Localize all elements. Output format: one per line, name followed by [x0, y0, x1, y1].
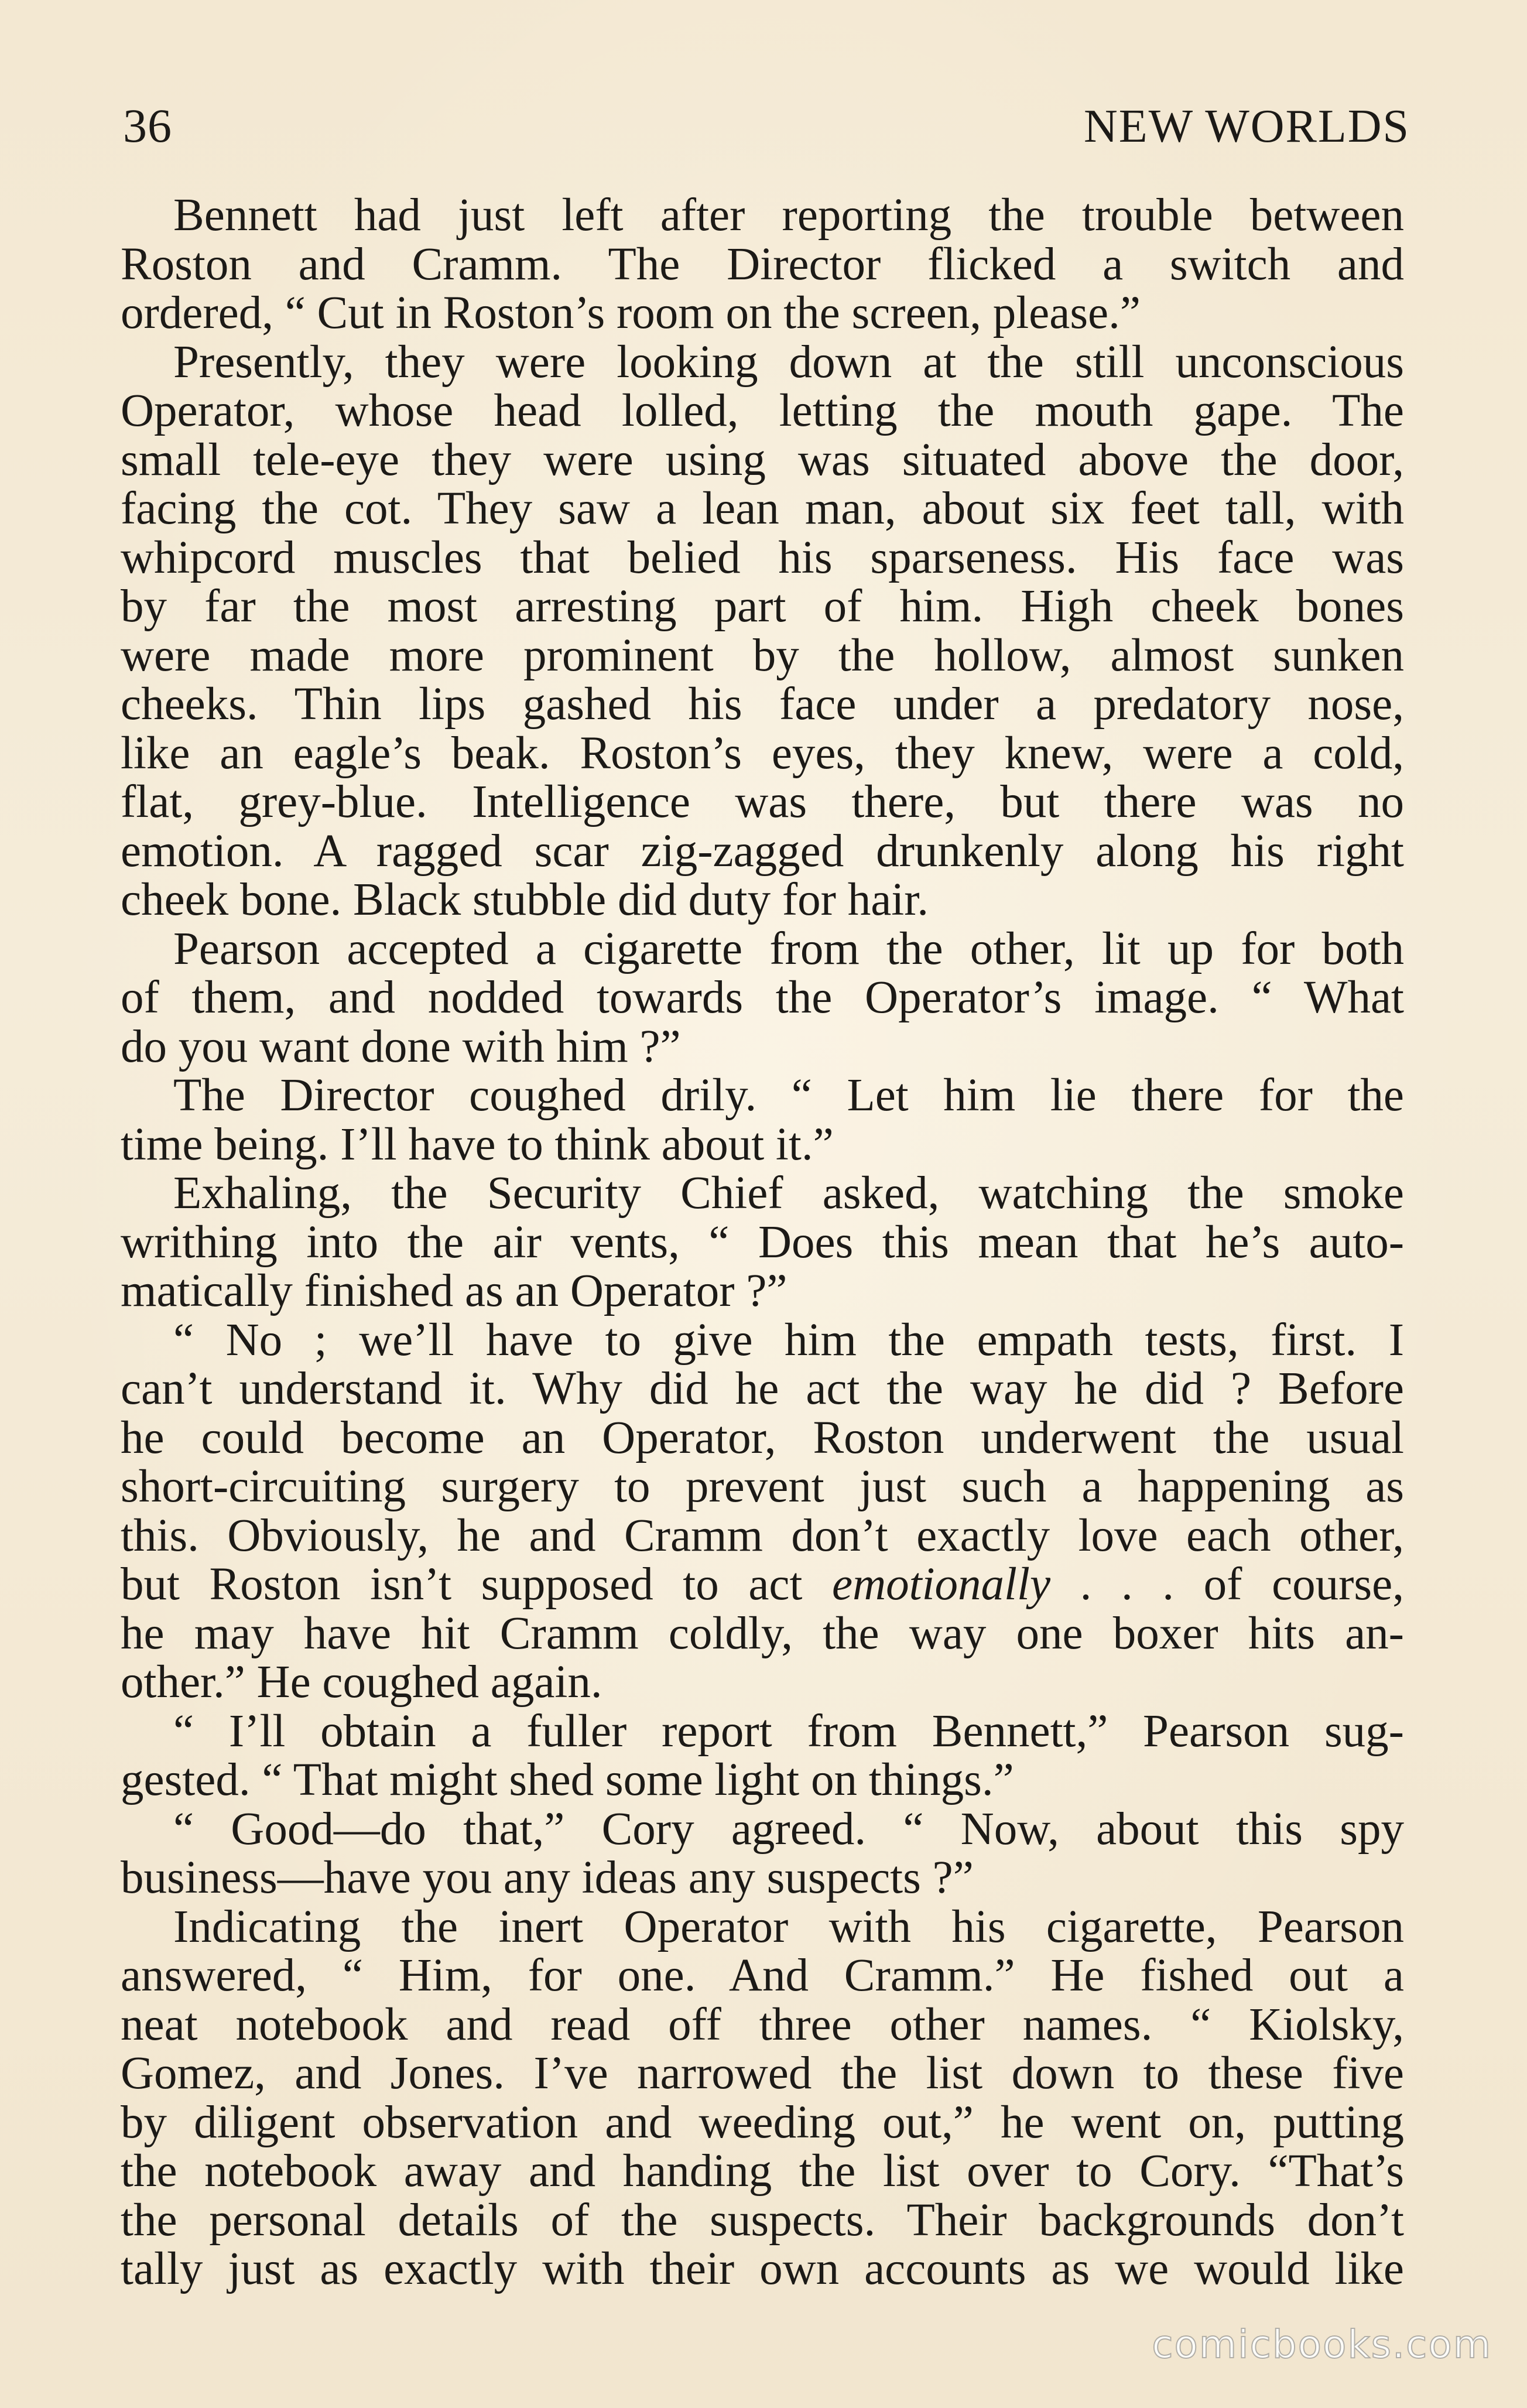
page-number: 36	[123, 99, 172, 152]
text-line: of them, and nodded towards the Operator’s image. “ What	[121, 972, 1404, 1023]
text-line: gested. “ That might shed some light on things.”	[121, 1754, 1014, 1805]
body-text	[121, 191, 1404, 2294]
text-line: answered, “ Him, for one. And Cramm.” He fished out a	[121, 1950, 1404, 2001]
text-line: Presently, they were looking down at the still unconscious	[173, 336, 1404, 388]
text-line: Bennett had just left after reporting the trouble between	[173, 190, 1404, 241]
watermark: comicbooks.com	[1152, 2322, 1492, 2367]
text-line: this. Obviously, he and Cramm don’t exactly love each other,	[121, 1510, 1404, 1561]
text-line: matically finished as an Operator ?”	[121, 1265, 788, 1316]
text-line: but Roston isn’t supposed to act emotionally . . . of course,	[121, 1559, 1404, 1610]
text-line: the notebook away and handing the list over to Cory. “That’s	[121, 2146, 1404, 2197]
text-line: ordered, “ Cut in Roston’s room on the screen, please.”	[121, 288, 1141, 338]
text-line: other.” He coughed again.	[121, 1657, 602, 1708]
text-line: the personal details of the suspects. Their backgrounds don’t	[121, 2194, 1404, 2246]
text-line: can’t understand it. Why did he act the way he did ? Before	[121, 1363, 1404, 1414]
text-line: “ I’ll obtain a fuller report from Bennett,” Pearson sug-	[173, 1705, 1404, 1757]
emphasis: emotionally	[832, 1559, 1051, 1610]
text-line: Operator, whose head lolled, letting the mouth gape. The	[121, 385, 1404, 436]
text-line: short-circuiting surgery to prevent just such a happening as	[121, 1461, 1404, 1512]
text-line: Exhaling, the Security Chief asked, watching the smoke	[173, 1168, 1404, 1219]
text-line: like an eagle’s beak. Roston’s eyes, they knew, were a cold,	[121, 727, 1404, 779]
magazine-title: NEW WORLDS	[1083, 101, 1410, 152]
text-line: writhing into the air vents, “ Does this mean that he’s auto-	[121, 1216, 1404, 1268]
text-line: Roston and Cramm. The Director flicked a switch and	[121, 238, 1404, 290]
text-line: tally just as exactly with their own accounts as we would like	[121, 2243, 1404, 2294]
text-line: were made more prominent by the hollow, almost sunken	[121, 630, 1404, 681]
text-line: time being. I’ll have to think about it.”	[121, 1119, 834, 1170]
text-line: he may have hit Cramm coldly, the way one boxer hits an-	[121, 1607, 1404, 1659]
text-line: by diligent observation and weeding out,” he went on, putting	[121, 2096, 1404, 2148]
text-line: “ Good—do that,” Cory agreed. “ Now, about this spy	[173, 1803, 1404, 1855]
text-line: “ No ; we’ll have to give him the empath tests, first. I	[173, 1314, 1404, 1366]
text-line: he could become an Operator, Roston underwent the usual	[121, 1412, 1404, 1463]
text-line: flat, grey-blue. Intelligence was there, but there was no	[121, 777, 1404, 827]
text-line: emotion. A ragged scar zig-zagged drunkenly along his right	[121, 825, 1404, 877]
text-line: whipcord muscles that belied his sparseness. His face was	[121, 532, 1404, 583]
text-line: business—have you any ideas any suspects ?”	[121, 1852, 974, 1903]
text-line: cheeks. Thin lips gashed his face under a predatory nose,	[121, 679, 1404, 730]
text-line: neat notebook and read off three other names. “ Kiolsky,	[121, 1999, 1404, 2050]
text-line: cheek bone. Black stubble did duty for hair.	[121, 874, 929, 925]
text-line: do you want done with him ?”	[121, 1021, 681, 1072]
text-line: small tele-eye they were using was situated above the door,	[121, 434, 1404, 485]
text-line: by far the most arresting part of him. High cheek bones	[121, 581, 1404, 632]
text-line: Pearson accepted a cigarette from the other, lit up for both	[173, 923, 1404, 974]
text-line: Indicating the inert Operator with his cigarette, Pearson	[173, 1901, 1404, 1952]
text-line: facing the cot. They saw a lean man, about six feet tall, with	[121, 483, 1404, 534]
text-line: The Director coughed drily. “ Let him lie there for the	[173, 1070, 1404, 1121]
running-head	[123, 98, 1410, 163]
text-line: Gomez, and Jones. I’ve narrowed the list down to these five	[121, 2048, 1404, 2099]
